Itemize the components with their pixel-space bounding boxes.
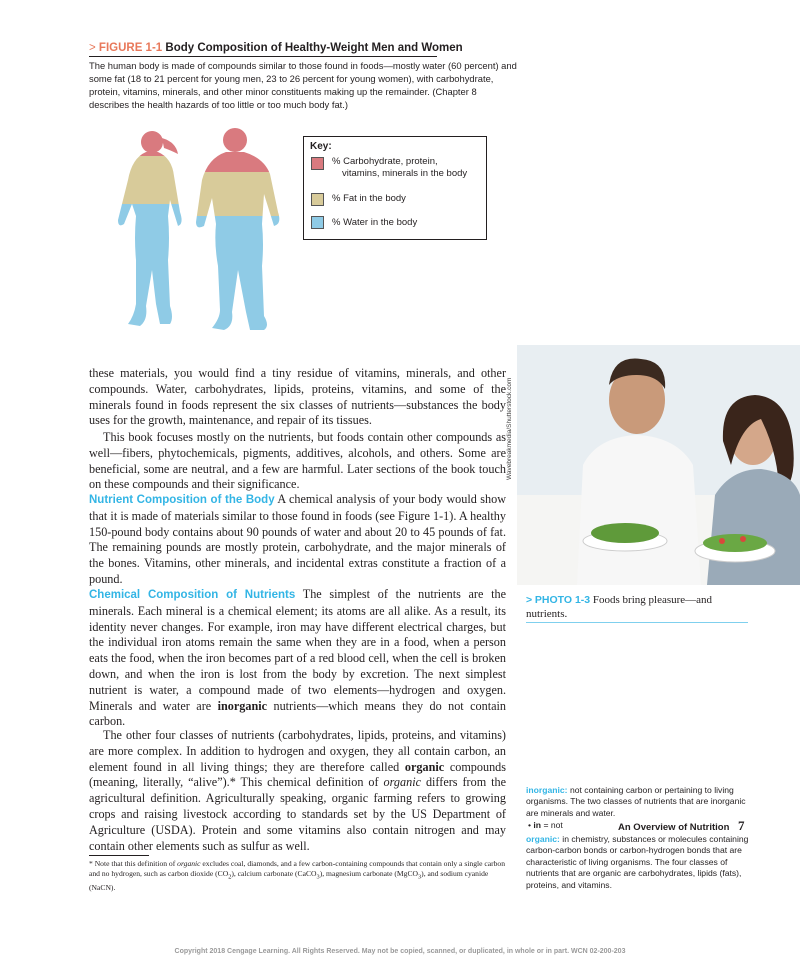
key-label-fat: % Fat in the body <box>332 193 406 204</box>
footnote-text-b: excludes coal, diamonds, and a few carbon-containing compounds that contain only a single carbon and no hydrogen, such as carbon dioxide (CO <box>89 859 506 879</box>
photo-caption-arrow: > <box>526 594 533 606</box>
photo-caption <box>526 593 746 621</box>
paragraph-2: This book focuses mostly on the nutrients, but foods contain other compounds as well—fibers, phytochemicals, pigments, additives, alcohols, and others. Some are beneficial, some are neutral, and a few are harmful. Later sections of the book touch on these compounds and their significance. <box>89 430 506 492</box>
figure-caption: The human body is made of compounds similar to those found in foods—mostly water (60 percent) and some fat (18 to 21 percent for young men, 23 to 26 percent for young women), with carbohydrate, protein, vitamins, minerals, and other minor constituents making up the remainder. (Chapter 8 describes the health hazards of too little or too much body fat.) <box>89 60 517 110</box>
running-footer <box>618 818 745 834</box>
paragraph-5 <box>89 728 506 854</box>
footnote-sub-3: 3 <box>418 873 422 881</box>
figure-title-rule <box>89 56 437 57</box>
protein-band-man <box>190 120 290 172</box>
protein-band-woman <box>100 120 195 156</box>
term-organic-italic: organic <box>383 775 421 790</box>
photo-caption-rule <box>526 622 748 623</box>
figure-arrow: > <box>89 42 96 54</box>
running-title: An Overview of Nutrition <box>618 822 730 833</box>
glossary-def-organic: in chemistry, substances or molecules containing carbon-carbon bonds or carbon-hydrogen bonds that are characteristic of living organisms. The four classes of nutrients that are organic are carbohydrates, lipids (fats), proteins, and vitamins. <box>526 834 749 890</box>
photo-label: PHOTO 1-3 <box>534 594 591 606</box>
run-in-head-nutrient-composition: Nutrient Composition of the Body <box>89 494 275 506</box>
footnote-rule <box>89 855 149 856</box>
footnote-text-a: * Note that this definition of <box>89 859 176 868</box>
run-in-head-chemical-composition: Chemical Composition of Nutrients <box>89 589 296 601</box>
glossary-organic <box>526 834 756 891</box>
glossary-term-inorganic: inorganic: <box>526 785 568 795</box>
footnote-sub-1: 2 <box>228 873 232 881</box>
woman-silhouette <box>100 120 195 340</box>
water-band-man <box>190 216 290 340</box>
key-title: Key: <box>310 141 332 152</box>
key-label-protein-line2: vitamins, minerals in the body <box>342 168 468 179</box>
paragraph-chemical-composition <box>89 587 506 730</box>
glossary-inorganic <box>526 785 756 819</box>
photo-couple-salad <box>517 345 800 585</box>
paragraph-4-text-b: nutrients—which means they do not contain carbon. <box>89 698 506 729</box>
water-band-woman <box>100 204 195 340</box>
glossary-term-organic: organic: <box>526 834 560 844</box>
key-label-water: % Water in the body <box>332 217 418 228</box>
glossary-term-in: in <box>533 820 542 830</box>
photo-caption-text: Foods bring pleasure—and nutrients. <box>526 594 713 620</box>
term-organic: organic <box>404 759 445 774</box>
key-label-protein-line1: % Carbohydrate, protein, <box>332 156 438 167</box>
key-swatch-water <box>311 216 324 229</box>
figure-title <box>89 42 463 54</box>
footnote-text-c: ), calcium carbonate (CaCO <box>231 869 317 879</box>
footnote-sub-2: 3 <box>316 873 320 881</box>
footnote-italic: organic <box>177 859 201 868</box>
paragraph-5-text-a: The other four classes of nutrients (carbohydrates, lipids, proteins, and vitamins) are more complex. In addition to hydrogen and oxygen, they all contain carbon, an element found in all living things; they are therefore called <box>89 728 506 774</box>
footnote <box>89 859 509 894</box>
photo-placeholder <box>517 345 800 585</box>
glossary-def-inorganic: not containing carbon or pertaining to living organisms. The two classes of nutrients that are inorganic are minerals and water. <box>526 785 746 818</box>
term-inorganic: inorganic <box>217 698 268 713</box>
page-number: 7 <box>738 818 745 833</box>
body-composition-illustration <box>100 120 290 340</box>
footnote-text-d: ), magnesium carbonate (MgCO <box>319 869 418 879</box>
fat-band-woman <box>100 156 195 204</box>
paragraph-3-text: A chemical analysis of your body would show that it is made of materials similar to those found in foods (see Figure 1-1). A healthy 150-pound body contains about 90 pounds of water and about 20 to 45 pounds of fat. The remaining pounds are mostly protein, carbohydrate, and the major minerals of the bones. Vitamins, other minerals, and incidental extras constitute a fraction of a pound. <box>89 492 506 586</box>
key-swatch-fat <box>311 193 324 206</box>
glossary-bullet: • <box>528 820 532 830</box>
footnote-text-e: ), and sodium cyanide (NaCN). <box>89 869 489 893</box>
paragraph-5-text-c: differs from the agricultural definition. Agriculturally speaking, organic farming refers to growing crops and raising livestock according to standards set by the US Department of Agriculture (USDA). Protein and some vitamins also contain nitrogen and may contain other elements such as sulfur as well. <box>89 775 507 853</box>
figure-title-text: Body Composition of Healthy-Weight Men and Women <box>165 42 463 54</box>
photo-credit: Wavebreakmedia/Shutterstock.com <box>506 377 513 480</box>
key-label-protein <box>332 156 467 180</box>
paragraph-1: these materials, you would find a tiny residue of vitamins, minerals, and other compounds. Water, carbohydrates, lipids, proteins, vitamins, and some of the minerals found in foods represent the six classes of nutrients—substances the body uses for the growth, maintenance, and repair of its tissues. <box>89 366 506 428</box>
paragraph-4-text-a: The simplest of the nutrients are the minerals. Each mineral is a chemical element; its atoms are all alike. As a result, its identity never changes. For example, iron may have different electrical charges, but the individual iron atoms remain the same when they are in a food, when a person eats the food, when the iron becomes part of a red blood cell, when the cell is broken down, and when the iron is lost from the body by excretion. The next simplest nutrient is water, a compound made of two elements—hydrogen and oxygen. Minerals and water are <box>89 587 506 713</box>
man-silhouette <box>190 120 290 340</box>
figure-label: FIGURE 1-1 <box>98 42 163 54</box>
key-swatch-protein <box>311 157 324 170</box>
fat-band-man <box>190 172 290 216</box>
paragraph-5-text-b: compounds (meaning, literally, “alive”).* This chemical definition of <box>89 759 507 790</box>
paragraph-nutrient-composition <box>89 492 506 588</box>
glossary-def-in: = not <box>543 820 563 830</box>
copyright-notice: Copyright 2018 Cengage Learning. All Rights Reserved. May not be copied, scanned, or duplicated, in whole or in part. WCN 02-200-203 <box>174 948 626 955</box>
